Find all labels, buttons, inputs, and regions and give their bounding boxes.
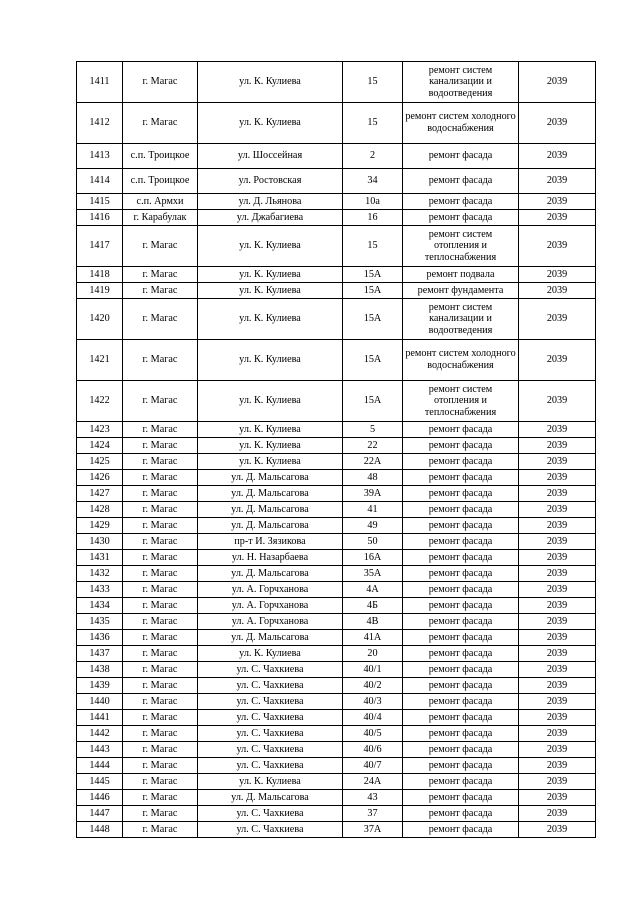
work-type-cell: ремонт систем канализации и водоотведения: [403, 299, 519, 340]
settlement-cell: г. Магас: [123, 822, 198, 838]
year-cell: 2039: [519, 774, 596, 790]
settlement-cell: г. Магас: [123, 103, 198, 144]
settlement-cell: г. Магас: [123, 598, 198, 614]
year-cell: 2039: [519, 822, 596, 838]
work-type-cell: ремонт фасада: [403, 646, 519, 662]
work-type-cell: ремонт фасада: [403, 169, 519, 194]
table-row: [77, 226, 596, 267]
row-number-cell: 1412: [77, 103, 123, 144]
table-row: [77, 470, 596, 486]
row-number-cell: 1440: [77, 694, 123, 710]
table-row: [77, 194, 596, 210]
row-number-cell: 1431: [77, 550, 123, 566]
street-cell: ул. С. Чахкиева: [198, 678, 343, 694]
row-number-cell: 1414: [77, 169, 123, 194]
street-cell: ул. Шоссейная: [198, 144, 343, 169]
house-number-cell: 40/7: [343, 758, 403, 774]
settlement-cell: с.п. Троицкое: [123, 169, 198, 194]
year-cell: 2039: [519, 194, 596, 210]
year-cell: 2039: [519, 422, 596, 438]
settlement-cell: г. Магас: [123, 790, 198, 806]
street-cell: ул. К. Кулиева: [198, 226, 343, 267]
street-cell: ул. К. Кулиева: [198, 299, 343, 340]
street-cell: ул. С. Чахкиева: [198, 806, 343, 822]
year-cell: 2039: [519, 806, 596, 822]
year-cell: 2039: [519, 103, 596, 144]
settlement-cell: г. Магас: [123, 742, 198, 758]
street-cell: ул. К. Кулиева: [198, 62, 343, 103]
settlement-cell: г. Магас: [123, 726, 198, 742]
street-cell: ул. К. Кулиева: [198, 381, 343, 422]
row-number-cell: 1443: [77, 742, 123, 758]
house-number-cell: 20: [343, 646, 403, 662]
work-type-cell: ремонт фасада: [403, 194, 519, 210]
house-number-cell: 40/6: [343, 742, 403, 758]
street-cell: ул. С. Чахкиева: [198, 710, 343, 726]
table-row: [77, 710, 596, 726]
work-type-cell: ремонт фасада: [403, 486, 519, 502]
row-number-cell: 1422: [77, 381, 123, 422]
street-cell: ул. К. Кулиева: [198, 283, 343, 299]
table-row: [77, 534, 596, 550]
house-number-cell: 15: [343, 226, 403, 267]
row-number-cell: 1427: [77, 486, 123, 502]
table-row: [77, 518, 596, 534]
row-number-cell: 1425: [77, 454, 123, 470]
work-type-cell: ремонт фасада: [403, 582, 519, 598]
table-row: [77, 662, 596, 678]
year-cell: 2039: [519, 486, 596, 502]
table-row: [77, 340, 596, 381]
table-row: [77, 169, 596, 194]
work-type-cell: ремонт фасада: [403, 774, 519, 790]
table-row: [77, 283, 596, 299]
work-type-cell: ремонт фасада: [403, 518, 519, 534]
house-number-cell: 37: [343, 806, 403, 822]
row-number-cell: 1417: [77, 226, 123, 267]
table-row: [77, 694, 596, 710]
row-number-cell: 1446: [77, 790, 123, 806]
year-cell: 2039: [519, 226, 596, 267]
house-number-cell: 4Б: [343, 598, 403, 614]
street-cell: ул. С. Чахкиева: [198, 758, 343, 774]
year-cell: 2039: [519, 726, 596, 742]
table-row: [77, 502, 596, 518]
street-cell: ул. А. Горчханова: [198, 582, 343, 598]
street-cell: ул. Д. Мальсагова: [198, 470, 343, 486]
work-type-cell: ремонт фасада: [403, 614, 519, 630]
year-cell: 2039: [519, 614, 596, 630]
house-number-cell: 22А: [343, 454, 403, 470]
street-cell: ул. К. Кулиева: [198, 422, 343, 438]
row-number-cell: 1436: [77, 630, 123, 646]
work-type-cell: ремонт подвала: [403, 267, 519, 283]
table-body: [77, 62, 596, 838]
work-type-cell: ремонт систем отопления и теплоснабжения: [403, 381, 519, 422]
street-cell: ул. С. Чахкиева: [198, 822, 343, 838]
house-number-cell: 24А: [343, 774, 403, 790]
work-type-cell: ремонт фасада: [403, 790, 519, 806]
house-number-cell: 15: [343, 62, 403, 103]
year-cell: 2039: [519, 62, 596, 103]
table-row: [77, 438, 596, 454]
year-cell: 2039: [519, 678, 596, 694]
row-number-cell: 1423: [77, 422, 123, 438]
street-cell: ул. Д. Льянова: [198, 194, 343, 210]
table-row: [77, 758, 596, 774]
settlement-cell: г. Магас: [123, 694, 198, 710]
house-number-cell: 40/3: [343, 694, 403, 710]
street-cell: ул. С. Чахкиева: [198, 694, 343, 710]
row-number-cell: 1439: [77, 678, 123, 694]
house-number-cell: 15А: [343, 267, 403, 283]
row-number-cell: 1447: [77, 806, 123, 822]
house-number-cell: 15А: [343, 340, 403, 381]
street-cell: ул. Д. Мальсагова: [198, 502, 343, 518]
work-type-cell: ремонт фасада: [403, 144, 519, 169]
house-number-cell: 40/2: [343, 678, 403, 694]
street-cell: ул. К. Кулиева: [198, 438, 343, 454]
house-number-cell: 41А: [343, 630, 403, 646]
street-cell: ул. К. Кулиева: [198, 267, 343, 283]
street-cell: пр-т И. Зязикова: [198, 534, 343, 550]
house-number-cell: 4В: [343, 614, 403, 630]
row-number-cell: 1438: [77, 662, 123, 678]
settlement-cell: г. Магас: [123, 662, 198, 678]
table-row: [77, 646, 596, 662]
row-number-cell: 1435: [77, 614, 123, 630]
settlement-cell: г. Магас: [123, 758, 198, 774]
house-number-cell: 2: [343, 144, 403, 169]
year-cell: 2039: [519, 438, 596, 454]
work-type-cell: ремонт фасада: [403, 454, 519, 470]
work-type-cell: ремонт фасада: [403, 694, 519, 710]
house-number-cell: 34: [343, 169, 403, 194]
settlement-cell: г. Магас: [123, 710, 198, 726]
year-cell: 2039: [519, 790, 596, 806]
table-row: [77, 566, 596, 582]
table-row: [77, 422, 596, 438]
house-number-cell: 37А: [343, 822, 403, 838]
settlement-cell: г. Магас: [123, 518, 198, 534]
work-type-cell: ремонт фасада: [403, 598, 519, 614]
work-type-cell: ремонт фасада: [403, 630, 519, 646]
table-row: [77, 678, 596, 694]
table-row: [77, 486, 596, 502]
house-number-cell: 40/4: [343, 710, 403, 726]
house-number-cell: 16А: [343, 550, 403, 566]
row-number-cell: 1444: [77, 758, 123, 774]
street-cell: ул. Д. Мальсагова: [198, 790, 343, 806]
settlement-cell: г. Магас: [123, 340, 198, 381]
table-row: [77, 267, 596, 283]
house-number-cell: 22: [343, 438, 403, 454]
settlement-cell: г. Магас: [123, 381, 198, 422]
street-cell: ул. А. Горчханова: [198, 614, 343, 630]
year-cell: 2039: [519, 340, 596, 381]
year-cell: 2039: [519, 566, 596, 582]
year-cell: 2039: [519, 742, 596, 758]
work-type-cell: ремонт фасада: [403, 822, 519, 838]
house-number-cell: 15А: [343, 299, 403, 340]
settlement-cell: г. Магас: [123, 502, 198, 518]
table-row: [77, 103, 596, 144]
settlement-cell: г. Магас: [123, 283, 198, 299]
settlement-cell: г. Магас: [123, 566, 198, 582]
street-cell: ул. С. Чахкиева: [198, 662, 343, 678]
row-number-cell: 1413: [77, 144, 123, 169]
work-type-cell: ремонт фасада: [403, 210, 519, 226]
table-row: [77, 774, 596, 790]
work-type-cell: ремонт фасада: [403, 470, 519, 486]
table-row: [77, 726, 596, 742]
year-cell: 2039: [519, 502, 596, 518]
work-type-cell: ремонт фасада: [403, 806, 519, 822]
table-row: [77, 742, 596, 758]
year-cell: 2039: [519, 646, 596, 662]
settlement-cell: г. Магас: [123, 646, 198, 662]
year-cell: 2039: [519, 582, 596, 598]
settlement-cell: г. Магас: [123, 454, 198, 470]
table-row: [77, 62, 596, 103]
table-row: [77, 822, 596, 838]
house-number-cell: 50: [343, 534, 403, 550]
work-type-cell: ремонт фасада: [403, 662, 519, 678]
table-row: [77, 790, 596, 806]
row-number-cell: 1411: [77, 62, 123, 103]
row-number-cell: 1429: [77, 518, 123, 534]
settlement-cell: г. Магас: [123, 62, 198, 103]
work-type-cell: ремонт систем холодного водоснабжения: [403, 340, 519, 381]
row-number-cell: 1442: [77, 726, 123, 742]
table-row: [77, 299, 596, 340]
work-type-cell: ремонт систем канализации и водоотведения: [403, 62, 519, 103]
row-number-cell: 1415: [77, 194, 123, 210]
work-type-cell: ремонт фасада: [403, 678, 519, 694]
settlement-cell: г. Магас: [123, 438, 198, 454]
work-type-cell: ремонт фасада: [403, 550, 519, 566]
house-number-cell: 40/1: [343, 662, 403, 678]
house-number-cell: 35А: [343, 566, 403, 582]
year-cell: 2039: [519, 299, 596, 340]
row-number-cell: 1428: [77, 502, 123, 518]
row-number-cell: 1434: [77, 598, 123, 614]
table-row: [77, 598, 596, 614]
street-cell: ул. К. Кулиева: [198, 454, 343, 470]
year-cell: 2039: [519, 662, 596, 678]
year-cell: 2039: [519, 550, 596, 566]
street-cell: ул. Д. Мальсагова: [198, 566, 343, 582]
year-cell: 2039: [519, 454, 596, 470]
row-number-cell: 1424: [77, 438, 123, 454]
year-cell: 2039: [519, 710, 596, 726]
year-cell: 2039: [519, 630, 596, 646]
row-number-cell: 1437: [77, 646, 123, 662]
settlement-cell: г. Магас: [123, 226, 198, 267]
house-number-cell: 15А: [343, 381, 403, 422]
table-row: [77, 614, 596, 630]
table-row: [77, 210, 596, 226]
table-row: [77, 582, 596, 598]
street-cell: ул. К. Кулиева: [198, 774, 343, 790]
year-cell: 2039: [519, 283, 596, 299]
row-number-cell: 1441: [77, 710, 123, 726]
table-row: [77, 630, 596, 646]
row-number-cell: 1419: [77, 283, 123, 299]
settlement-cell: г. Магас: [123, 806, 198, 822]
house-number-cell: 41: [343, 502, 403, 518]
row-number-cell: 1426: [77, 470, 123, 486]
house-number-cell: 10а: [343, 194, 403, 210]
settlement-cell: г. Магас: [123, 470, 198, 486]
house-number-cell: 15: [343, 103, 403, 144]
work-type-cell: ремонт фасада: [403, 758, 519, 774]
street-cell: ул. Д. Мальсагова: [198, 630, 343, 646]
work-type-cell: ремонт фасада: [403, 742, 519, 758]
year-cell: 2039: [519, 267, 596, 283]
house-number-cell: 16: [343, 210, 403, 226]
row-number-cell: 1448: [77, 822, 123, 838]
house-number-cell: 5: [343, 422, 403, 438]
year-cell: 2039: [519, 210, 596, 226]
row-number-cell: 1416: [77, 210, 123, 226]
table-row: [77, 806, 596, 822]
year-cell: 2039: [519, 694, 596, 710]
row-number-cell: 1418: [77, 267, 123, 283]
house-number-cell: 39А: [343, 486, 403, 502]
house-number-cell: 4А: [343, 582, 403, 598]
work-type-cell: ремонт фасада: [403, 438, 519, 454]
settlement-cell: г. Магас: [123, 422, 198, 438]
street-cell: ул. Джабагиева: [198, 210, 343, 226]
year-cell: 2039: [519, 758, 596, 774]
settlement-cell: с.п. Троицкое: [123, 144, 198, 169]
row-number-cell: 1433: [77, 582, 123, 598]
street-cell: ул. А. Горчханова: [198, 598, 343, 614]
street-cell: ул. Н. Назарбаева: [198, 550, 343, 566]
house-number-cell: 48: [343, 470, 403, 486]
settlement-cell: г. Магас: [123, 774, 198, 790]
row-number-cell: 1421: [77, 340, 123, 381]
repair-schedule-table: [76, 61, 596, 838]
house-number-cell: 15А: [343, 283, 403, 299]
work-type-cell: ремонт фундамента: [403, 283, 519, 299]
street-cell: ул. С. Чахкиева: [198, 742, 343, 758]
year-cell: 2039: [519, 169, 596, 194]
settlement-cell: г. Магас: [123, 678, 198, 694]
row-number-cell: 1420: [77, 299, 123, 340]
table-row: [77, 144, 596, 169]
table-row: [77, 381, 596, 422]
settlement-cell: г. Магас: [123, 582, 198, 598]
row-number-cell: 1445: [77, 774, 123, 790]
settlement-cell: г. Магас: [123, 486, 198, 502]
work-type-cell: ремонт систем отопления и теплоснабжения: [403, 226, 519, 267]
street-cell: ул. К. Кулиева: [198, 103, 343, 144]
street-cell: ул. С. Чахкиева: [198, 726, 343, 742]
work-type-cell: ремонт фасада: [403, 502, 519, 518]
year-cell: 2039: [519, 534, 596, 550]
street-cell: ул. К. Кулиева: [198, 646, 343, 662]
settlement-cell: г. Магас: [123, 299, 198, 340]
settlement-cell: г. Магас: [123, 550, 198, 566]
work-type-cell: ремонт фасада: [403, 422, 519, 438]
work-type-cell: ремонт фасада: [403, 726, 519, 742]
street-cell: ул. К. Кулиева: [198, 340, 343, 381]
year-cell: 2039: [519, 518, 596, 534]
row-number-cell: 1432: [77, 566, 123, 582]
year-cell: 2039: [519, 470, 596, 486]
house-number-cell: 40/5: [343, 726, 403, 742]
house-number-cell: 43: [343, 790, 403, 806]
street-cell: ул. Ростовская: [198, 169, 343, 194]
work-type-cell: ремонт фасада: [403, 534, 519, 550]
year-cell: 2039: [519, 144, 596, 169]
work-type-cell: ремонт фасада: [403, 710, 519, 726]
settlement-cell: г. Магас: [123, 614, 198, 630]
settlement-cell: г. Карабулак: [123, 210, 198, 226]
settlement-cell: г. Магас: [123, 267, 198, 283]
house-number-cell: 49: [343, 518, 403, 534]
year-cell: 2039: [519, 598, 596, 614]
street-cell: ул. Д. Мальсагова: [198, 518, 343, 534]
table-row: [77, 550, 596, 566]
table-row: [77, 454, 596, 470]
settlement-cell: г. Магас: [123, 630, 198, 646]
row-number-cell: 1430: [77, 534, 123, 550]
settlement-cell: г. Магас: [123, 534, 198, 550]
work-type-cell: ремонт фасада: [403, 566, 519, 582]
street-cell: ул. Д. Мальсагова: [198, 486, 343, 502]
work-type-cell: ремонт систем холодного водоснабжения: [403, 103, 519, 144]
settlement-cell: с.п. Армхи: [123, 194, 198, 210]
year-cell: 2039: [519, 381, 596, 422]
